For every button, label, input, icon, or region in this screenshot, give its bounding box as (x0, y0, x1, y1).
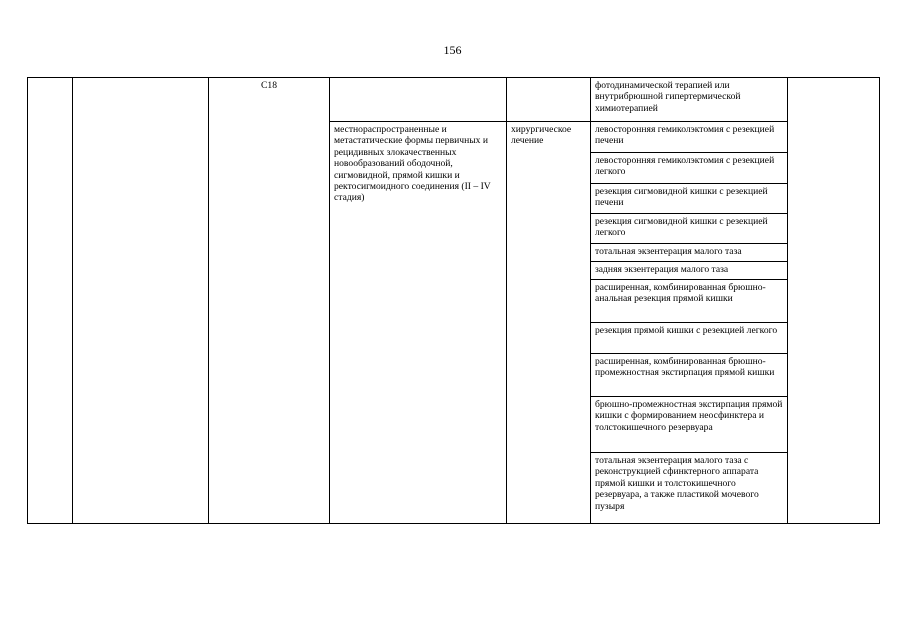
norm-cell (788, 78, 880, 524)
method-cell: резекция сигмовидной кишки с резекцией печени (591, 184, 788, 214)
method-cell: расширенная, комбинированная брюшно-промежностная экстирпация прямой кишки (591, 354, 788, 397)
empty-condition-cell (330, 78, 507, 122)
table-row (28, 78, 880, 122)
method-cell: левосторонняя гемиколэктомия с резекцией печени (591, 122, 788, 153)
method-cell: левосторонняя гемиколэктомия с резекцией легкого (591, 153, 788, 184)
icd-code-cell: C18 (209, 78, 330, 524)
method-cell: расширенная, комбинированная брюшно-анальная резекция прямой кишки (591, 280, 788, 323)
page-number: 156 (443, 43, 462, 57)
profile-name-cell (73, 78, 209, 524)
condition-cell: местнораспространенные и метастатические формы первичных и рецидивных злокачественных новообразований ободочной, сигмовидной, прямой кишки и ректосигмоидного соединения (II – IV стадия) (330, 122, 507, 524)
method-cell: резекция сигмовидной кишки с резекцией легкого (591, 214, 788, 244)
method-cell: задняя экзентерация малого таза (591, 262, 788, 280)
method-cell: тотальная экзентерация малого таза с реконструкцией сфинктерного аппарата прямой кишки и толстокишечного резервуара, а также пластикой мочевого пузыря (591, 453, 788, 524)
row-number-cell (28, 78, 73, 524)
method-cell: резекция прямой кишки с резекцией легкого (591, 323, 788, 354)
treatment-type-cell: хирургическое лечение (507, 122, 591, 524)
treatment-table (27, 77, 880, 524)
empty-treatment-cell (507, 78, 591, 122)
method-cell: брюшно-промежностная экстирпация прямой кишки с формированием неосфинктера и толстокишечного резервуара (591, 397, 788, 453)
method-cell: тотальная экзентерация малого таза (591, 244, 788, 262)
method-cell: фотодинамической терапией или внутрибрюшной гипертермической химиотерапией (591, 78, 788, 122)
